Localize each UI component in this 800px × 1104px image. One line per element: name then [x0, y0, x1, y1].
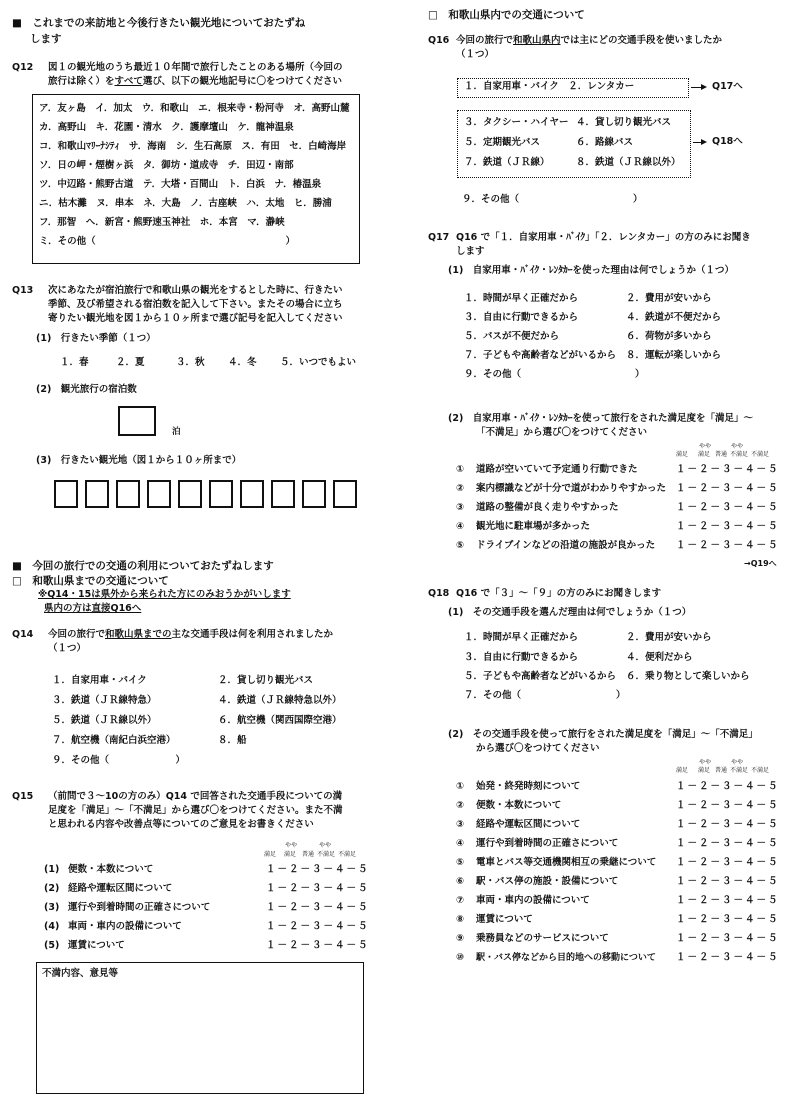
q15-header: 不満足	[337, 851, 356, 858]
q16-option-car[interactable]: １．自家用車・バイク ２．レンタカー	[464, 81, 635, 92]
q17-rating-scale[interactable]: １－２－３－４－５	[676, 483, 780, 494]
q14-text-line2: （１つ）	[48, 643, 87, 654]
q14-option[interactable]: ７．航空機（南紀白浜空港）	[52, 735, 176, 746]
q13-sub1: (1) 行きたい季節（１つ）	[36, 333, 156, 344]
q18-item-label: 車両・車内の設備について	[476, 895, 590, 906]
q15-rating-scale[interactable]: １－２－３－４－５	[266, 864, 370, 875]
q18-header-top: やや	[698, 759, 711, 766]
destination-input-box[interactable]	[85, 480, 109, 508]
q17-rating-scale[interactable]: １－２－３－４－５	[676, 521, 780, 532]
q16-option[interactable]: ４．貸し切り観光バス	[576, 117, 672, 128]
q17-header: 満足	[697, 451, 710, 458]
note-prefecture-outside: ※Q14・15は県外から来られた方にのみおうかがいします	[38, 589, 291, 600]
q15-rating-scale[interactable]: １－２－３－４－５	[266, 883, 370, 894]
q18-reason[interactable]: ２．費用が安いから	[626, 632, 712, 643]
q16-text-1a: 今回の旅行で	[456, 35, 514, 46]
q15-header: 満足	[283, 851, 296, 858]
destination-input-box[interactable]	[240, 480, 264, 508]
q18-header: 不満足	[750, 767, 769, 774]
q18-item-label: 運賃について	[476, 914, 533, 925]
q12-row[interactable]: フ．那智 へ．新宮・熊野速玉神社 ホ．本宮 マ．瀞峡	[39, 217, 285, 228]
q13-number: Q13	[12, 285, 34, 296]
q15-header: 不満足	[316, 851, 335, 858]
q16-option[interactable]: ３．タクシー・ハイヤー	[464, 117, 569, 128]
q18-item-label: 運行や到着時間の正確さについて	[476, 838, 619, 849]
arrow-right-icon	[693, 142, 705, 143]
q15-header: 満足	[263, 851, 276, 858]
q15-item-num: (5)	[44, 940, 60, 951]
q16-goto-q17: Q17へ	[712, 81, 743, 92]
q18-item-num: ⑤	[456, 857, 465, 868]
q14-option[interactable]: ５．鉄道（ＪＲ線以外）	[52, 715, 157, 726]
q18-reason[interactable]: ３．自由に行動できるから	[464, 652, 579, 663]
q18-sub2-line2: から選び〇をつけてください	[476, 743, 600, 754]
q15-text-line2: 足度を「満足」～「不満足」から選び〇をつけてください。また不満	[48, 805, 343, 816]
q18-item-num: ②	[456, 800, 465, 811]
q12-text-2a: 旅行は除く）を	[48, 76, 115, 87]
q12-row[interactable]: ツ．中辺路・熊野古道 テ．大塔・百間山 ト．白浜 ナ．椿温泉	[39, 179, 322, 190]
q15-header-top: やや	[284, 842, 297, 849]
note-prefecture-inside: 県内の方は直接Q16へ	[44, 603, 142, 614]
q18-rating-scale[interactable]: １－２－３－４－５	[676, 857, 780, 868]
q16-group-car	[457, 78, 689, 98]
q12-text-2c: 選び、以下の観光地記号に〇をつけてください	[142, 76, 342, 87]
q17-item-label: 観光地に駐車場が多かった	[476, 521, 591, 532]
q15-number: Q15	[12, 791, 34, 802]
q18-item-num: ①	[456, 781, 465, 792]
q17-reason[interactable]: ４．鉄道が不便だから	[626, 312, 722, 323]
q13-text-line3: 寄りたい観光地を図１から１０ヶ所まで選び記号を記入してください	[48, 313, 343, 324]
q18-item-num: ③	[456, 819, 465, 830]
q17-header: 普通	[714, 451, 727, 458]
q18-item-num: ⑦	[456, 895, 465, 906]
q17-header-top: やや	[730, 443, 743, 450]
q16-option[interactable]: ６．路線バス	[576, 137, 634, 148]
q18-reason[interactable]: １．時間が早く正確だから	[464, 632, 579, 643]
sub-to-wakayama: □ 和歌山県までの交通について	[12, 575, 169, 587]
q18-rating-scale[interactable]: １－２－３－４－５	[676, 781, 780, 792]
q17-reason[interactable]: ５．バスが不便だから	[464, 331, 560, 342]
q17-reason[interactable]: ８．運転が楽しいから	[626, 350, 722, 361]
q18-rating-scale[interactable]: １－２－３－４－５	[676, 895, 780, 906]
q17-reason[interactable]: ３．自由に行動できるから	[464, 312, 579, 323]
q13-text-line2: 季節、及び希望される宿泊数を記入して下さい。またその場合に立ち	[48, 299, 343, 310]
q17-number: Q17	[428, 232, 450, 243]
q17-item-num: ①	[456, 464, 465, 475]
destination-input-box[interactable]	[178, 480, 202, 508]
q17-reason[interactable]: １．時間が早く正確だから	[464, 293, 579, 304]
q17-item-label: ドライブインなどの沿道の施設が良かった	[476, 540, 656, 551]
q13-text-line1: 次にあなたが宿泊旅行で和歌山県の観光をするとした時に、行きたい	[48, 285, 343, 296]
q17-item-label: 道路の整備が良く走りやすかった	[476, 502, 619, 513]
q17-item-label: 道路が空いていて予定通り行動できた	[476, 464, 638, 475]
nights-input-box[interactable]	[118, 406, 156, 436]
q17-sub2-line1: (2) 自家用車・ﾊﾞｲｸ・ﾚﾝﾀｶｰを使って旅行をされた満足度を「満足」～	[448, 413, 754, 424]
season-option[interactable]: ２．夏	[116, 357, 145, 368]
q17-item-num: ④	[456, 521, 465, 532]
q17-header: 不満足	[729, 451, 748, 458]
q18-rating-scale[interactable]: １－２－３－４－５	[676, 838, 780, 849]
q15-rating-scale[interactable]: １－２－３－４－５	[266, 921, 370, 932]
q14-option[interactable]: １．自家用車・バイク	[52, 675, 147, 686]
q12-sightseeing-box	[32, 94, 360, 264]
q17-rating-scale[interactable]: １－２－３－４－５	[676, 502, 780, 513]
q18-number: Q18	[428, 588, 450, 599]
q12-row[interactable]: コ．和歌山ﾏﾘｰﾅｼﾃｨ サ．海南 シ．生石高原 ス．有田 セ．白崎海岸	[39, 141, 347, 152]
q18-item-label: 便数・本数について	[476, 800, 562, 811]
q18-text: Q16 で「３」～「９」の方のみにお聞きします	[456, 588, 662, 599]
q14-text-line1	[48, 629, 333, 642]
q13-sub2: (2) 観光旅行の宿泊数	[36, 384, 137, 395]
q12-text-2b: すべて	[114, 76, 143, 87]
q17-goto-q19: →Q19へ	[744, 559, 777, 568]
q15-item-label: 車両・車内の設備について	[68, 921, 182, 932]
q18-rating-scale[interactable]: １－２－３－４－５	[676, 952, 780, 963]
q18-item-label: 駅・バス停の施設・設備について	[476, 876, 619, 887]
season-option[interactable]: ３．秋	[176, 357, 205, 368]
q18-reason-other[interactable]: ７．その他（ ）	[464, 690, 626, 701]
q15-item-num: (4)	[44, 921, 60, 932]
q18-reason[interactable]: ５．子どもや高齢者などがいるから	[464, 671, 617, 682]
q18-header: 満足	[675, 767, 688, 774]
q14-option[interactable]: ６．航空機（関西国際空港）	[218, 715, 342, 726]
q17-sub2-line2: 「不満足」から選び〇をつけてください	[476, 427, 648, 438]
q16-number: Q16	[428, 35, 450, 46]
q17-header: 満足	[675, 451, 688, 458]
q14-number: Q14	[12, 629, 34, 640]
q18-item-label: 電車とバス等交通機関相互の乗継について	[476, 857, 657, 868]
q18-header: 満足	[697, 767, 710, 774]
section1-title: ■ これまでの来訪地と今後行きたい観光地についておたずね	[12, 17, 306, 29]
q17-rating-scale[interactable]: １－２－３－４－５	[676, 464, 780, 475]
sub-within-wakayama: □ 和歌山県内での交通について	[428, 9, 585, 21]
q14-option[interactable]: ３．鉄道（ＪＲ線特急）	[52, 695, 157, 706]
q17-header-top: やや	[698, 443, 711, 450]
q18-rating-scale[interactable]: １－２－３－４－５	[676, 876, 780, 887]
q15-item-label: 経路や運転区間について	[68, 883, 173, 894]
q15-item-num: (1)	[44, 864, 60, 875]
opinion-label: 不満内容、意見等	[42, 968, 119, 979]
section1-title-line2: します	[30, 33, 62, 45]
destination-input-box[interactable]	[116, 480, 140, 508]
q16-text-1b: 和歌山県内	[513, 35, 561, 46]
nights-unit: 泊	[172, 427, 181, 437]
q18-sub1: (1) その交通手段を選んだ理由は何でしょうか（１つ）	[448, 607, 692, 618]
q15-header: 普通	[301, 851, 314, 858]
q17-reason[interactable]: ７．子どもや高齢者などがいるから	[464, 350, 617, 361]
q15-header-top: やや	[318, 842, 331, 849]
q18-item-num: ⑥	[456, 876, 465, 887]
q18-header: 不満足	[729, 767, 748, 774]
q18-sub2-line1: (2) その交通手段を使って旅行をされた満足度を「満足」～「不満足」	[448, 729, 758, 740]
q14-text-1a: 今回の旅行で	[48, 629, 106, 640]
q18-reason[interactable]: ６．乗り物として楽しいから	[626, 671, 750, 682]
q17-item-num: ⑤	[456, 540, 465, 551]
q17-item-num: ②	[456, 483, 465, 494]
destination-input-box[interactable]	[54, 480, 78, 508]
opinion-textarea[interactable]	[36, 962, 364, 1094]
q12-row[interactable]: ソ．日の岬・煙樹ヶ浜 タ．御坊・道成寺 チ．田辺・南部	[39, 160, 294, 171]
q18-item-num: ⑩	[456, 952, 465, 963]
q18-header-top: やや	[730, 759, 743, 766]
q14-option-other[interactable]: ９．その他（ ）	[52, 755, 186, 766]
q14-option[interactable]: ８．船	[218, 735, 247, 746]
destination-input-box[interactable]	[271, 480, 295, 508]
q15-text-line3: と思われる内容や改善点等についてのご意見をお書きください	[48, 819, 314, 830]
q16-goto-q18: Q18へ	[712, 136, 743, 147]
q15-text-line1: （前問で３～10の方のみ）Q14 で回答された交通手段についての満	[48, 791, 343, 802]
q17-text-line1: Q16 で「１．自家用車・ﾊﾞｲｸ」「２．レンタカー」の方のみにお聞き	[456, 232, 751, 243]
destination-input-box[interactable]	[209, 480, 233, 508]
q12-row[interactable]: ニ．枯木灘 ヌ．串本 ネ．大島 ノ．古座峡 ハ．太地 ヒ．勝浦	[39, 198, 332, 209]
q16-text-line2: （１つ）	[456, 49, 495, 60]
q18-rating-scale[interactable]: １－２－３－４－５	[676, 800, 780, 811]
q17-item-num: ③	[456, 502, 465, 513]
destination-input-box[interactable]	[147, 480, 171, 508]
q12-row[interactable]: カ．高野山 キ．花園・清水 ク．護摩壇山 ケ．龍神温泉	[39, 122, 294, 133]
q16-text-line1	[456, 35, 722, 48]
q15-item-num: (2)	[44, 883, 60, 894]
q15-rating-scale[interactable]: １－２－３－４－５	[266, 902, 370, 913]
q17-text-line2: します	[456, 246, 485, 257]
q15-item-label: 運賃について	[68, 940, 125, 951]
q18-item-label: 始発・終発時刻について	[476, 781, 581, 792]
q12-text-line1: 図１の観光地のうち最近１０年間で旅行したことのある場所（今回の	[48, 62, 343, 73]
q16-option[interactable]: ８．鉄道（ＪＲ線以外）	[576, 157, 681, 168]
q17-item-label: 案内標識などが十分で道がわかりやすかった	[476, 483, 667, 494]
q17-sub1: (1) 自家用車・ﾊﾞｲｸ・ﾚﾝﾀｶｰを使った理由は何でしょうか（１つ）	[448, 265, 735, 276]
season-option[interactable]: ５．いつでもよい	[280, 357, 357, 368]
q18-item-label: 駅・バス停などから目的地への移動について	[476, 953, 656, 963]
section2-title: ■ 今回の旅行での交通の利用についておたずねします	[12, 560, 274, 572]
q18-item-num: ⑨	[456, 933, 465, 944]
q15-item-label: 運行や到着時間の正確さについて	[68, 902, 211, 913]
q17-reason[interactable]: ６．荷物が多いから	[626, 331, 712, 342]
q14-option[interactable]: ２．貸し切り観光バス	[218, 675, 314, 686]
q16-option-other[interactable]: ９．その他（ ）	[462, 194, 643, 205]
q17-reason-other[interactable]: ９．その他（ ）	[464, 369, 645, 380]
q12-row-other[interactable]: ミ．その他（ ）	[39, 236, 296, 247]
q15-item-label: 便数・本数について	[68, 864, 154, 875]
q18-rating-scale[interactable]: １－２－３－４－５	[676, 933, 780, 944]
q14-option[interactable]: ４．鉄道（ＪＲ線特急以外）	[218, 695, 342, 706]
q18-reason[interactable]: ４．便利だから	[626, 652, 693, 663]
q17-header: 不満足	[750, 451, 769, 458]
q18-rating-scale[interactable]: １－２－３－４－５	[676, 914, 780, 925]
q12-number: Q12	[12, 62, 34, 73]
q15-item-num: (3)	[44, 902, 60, 913]
q18-item-label: 乗務員などのサービスについて	[476, 933, 609, 944]
q18-item-label: 経路や運転区間について	[476, 819, 581, 830]
destination-input-box[interactable]	[302, 480, 326, 508]
q14-text-1b: 和歌山県までの	[105, 629, 172, 640]
q16-option[interactable]: ７．鉄道（ＪＲ線）	[464, 157, 550, 168]
q14-text-1c: 主な交通手段は何を利用されましたか	[171, 629, 334, 640]
season-option[interactable]: １．春	[60, 357, 89, 368]
destination-input-box[interactable]	[333, 480, 357, 508]
q17-rating-scale[interactable]: １－２－３－４－５	[676, 540, 780, 551]
q17-reason[interactable]: ２．費用が安いから	[626, 293, 712, 304]
q12-text-line2	[48, 76, 342, 89]
q16-option[interactable]: ５．定期観光バス	[464, 137, 541, 148]
q18-item-num: ⑧	[456, 914, 465, 925]
q15-rating-scale[interactable]: １－２－３－４－５	[266, 940, 370, 951]
q18-rating-scale[interactable]: １－２－３－４－５	[676, 819, 780, 830]
season-option[interactable]: ４．冬	[228, 357, 257, 368]
q18-item-num: ④	[456, 838, 465, 849]
q18-header: 普通	[714, 767, 727, 774]
q16-group-public	[457, 110, 691, 178]
arrow-right-icon	[691, 87, 705, 88]
q13-sub3: (3) 行きたい観光地（図１から１０ヶ所まで）	[36, 455, 242, 466]
q16-text-1c: では主にどの交通手段を使いましたか	[560, 35, 723, 46]
q12-row[interactable]: ア．友ヶ島 イ．加太 ウ．和歌山 エ．根来寺・粉河寺 オ．高野山麓	[39, 103, 350, 114]
